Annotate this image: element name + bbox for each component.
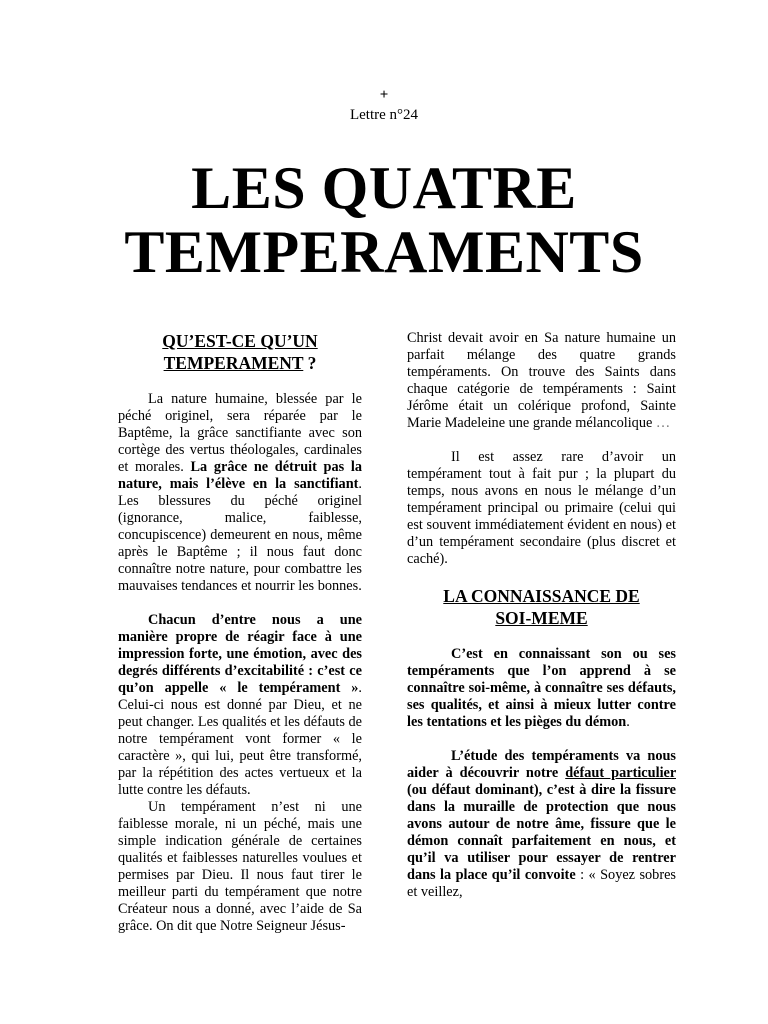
page-title — [0, 156, 768, 284]
letter-number: Lettre n°24 — [349, 107, 419, 123]
paragraph: Un tempérament n’est ni une faiblesse morale, ni un péché, mais une simple indication générale de certaines qualités et faiblesses naturelles voulues et permises par Dieu. Il nous faut tirer le meilleur parti du tempérament que notre Créateur nous a donné, avec l’aide de Sa grâce. On dit que Notre Seigneur Jésus- — [118, 799, 362, 934]
paragraph — [407, 330, 676, 432]
paragraph — [118, 612, 362, 799]
paragraph — [118, 391, 362, 595]
bold-text: (ou défaut dominant), c’est à dire la fissure dans la muraille de protection que nous avons autour de notre âme, fissure que le démon connaît parfaitement en nous, et qu’il va utiliser pour essayer de rentrer dans la place qu’il convoite — [407, 782, 676, 883]
ellipsis: … — [652, 415, 671, 431]
heading-line-1: LA CONNAISSANCE DE — [443, 586, 640, 606]
right-column — [407, 330, 676, 901]
bold-text: C’est en connaissant son ou ses tempéraments que l’on apprend à se connaître soi-même, à connaître ses défauts, ses qualités, et ainsi à mieux lutter contre les tentations et les pièges du démon — [407, 646, 676, 730]
bold-text: L’étude des tempéraments va nous aider à découvrir notre — [407, 748, 676, 781]
text-run: . — [626, 714, 630, 730]
bold-text: La grâce ne détruit pas la nature, mais l’élève en la sanctifiant — [118, 459, 362, 492]
section-heading-temperament — [118, 330, 362, 374]
text-run: Christ devait avoir en Sa nature humaine un parfait mélange des quatre grands tempéraments. On trouve des Saints dans chaque catégorie de tempéraments : Saint Jérôme était un colérique profond, Sainte Marie Madeleine une grande mélancolique — [407, 330, 676, 431]
underlined-bold-text: défaut particulier — [565, 765, 676, 781]
left-column — [118, 330, 362, 935]
text-run: : « Soyez sobres et veillez, — [407, 867, 676, 900]
text-run: La nature humaine, blessée par le péché originel, sera réparée par le Baptême, la grâce sanctifiante avec son cortège des vertus théologales, cardinales et morales. — [118, 391, 362, 475]
heading-question-mark: ? — [303, 353, 317, 373]
text-run: . Les blessures du péché originel (ignorance, malice, faiblesse, concupiscence) demeurent en nous, même après le Baptême ; il nous faut donc connaître notre nature, pour combattre les mauvaises tendances et nourrir les bonnes. — [118, 476, 362, 594]
title-line-2: TEMPERAMENTS — [124, 219, 644, 285]
text-run: . Celui-ci nous est donné par Dieu, et ne peut changer. Les qualités et les défauts de notre tempérament vont former « le caractère », qui lui, peut être transformé, par la répétition des actes vertueux et la lutte contre les défauts. — [118, 680, 362, 798]
paragraph: Il est assez rare d’avoir un tempérament tout à fait pur ; la plupart du temps, nous avons en nous le mélange d’un tempérament principal ou primaire (celui qui est souvent immédiatement évident en nous) et d’un tempérament secondaire (plus discret et caché). — [407, 449, 676, 567]
heading-line-2: TEMPERAMENT — [163, 353, 304, 373]
title-line-1: LES QUATRE — [191, 155, 577, 221]
heading-line-1: QU’EST-CE QU’UN — [162, 331, 318, 351]
paragraph — [407, 748, 676, 901]
cross-symbol: + — [379, 87, 389, 103]
heading-line-2: SOI-MEME — [495, 608, 588, 628]
bold-text: Chacun d’entre nous a une manière propre de réagir face à une impression forte, une émotion, avec des degrés différents d’excitabilité : c’est ce qu’on appelle « le tempérament » — [118, 612, 362, 696]
section-heading-connaissance — [407, 585, 676, 629]
paragraph — [407, 646, 676, 731]
